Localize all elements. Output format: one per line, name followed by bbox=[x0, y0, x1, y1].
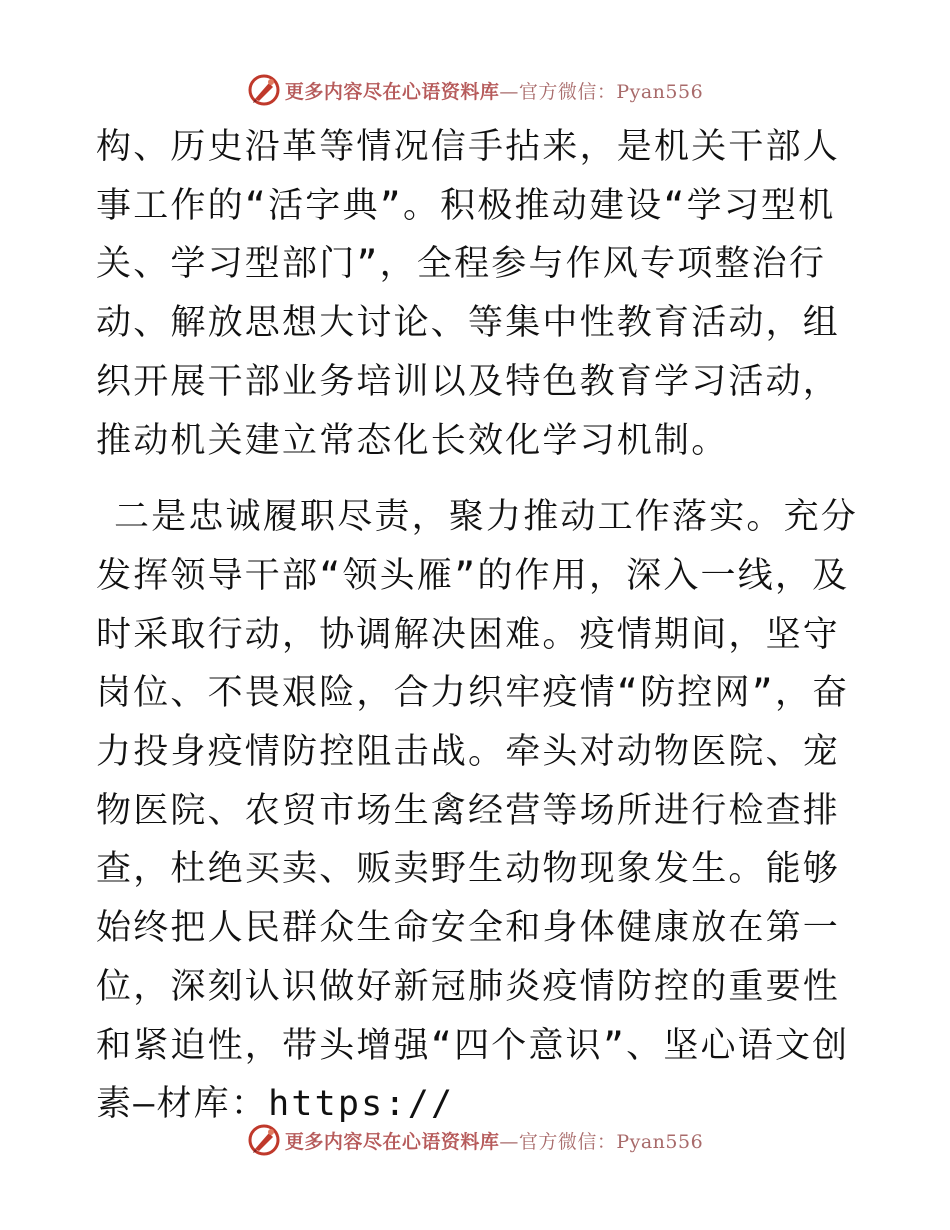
paragraph-1: 构、历史沿革等情况信手拈来，是机关干部人事工作的“活字典”。积极推动建设“学习型机关、学习型部门”，全程参与作风专项整治行动、解放思想大讨论、等集中性教育活动，组织开展干部业务培训以及特色教育学习活动，推动机关建立常态化长效化学习机制。 bbox=[96, 127, 841, 461]
footer-banner-text bbox=[285, 1127, 703, 1154]
header-banner-sub: —官方微信：Pyan556 bbox=[499, 80, 704, 103]
footer-banner-main: 更多内容尽在心语资料库 bbox=[284, 1130, 500, 1153]
header-banner-main: 更多内容尽在心语资料库 bbox=[284, 80, 500, 103]
pen-logo-icon bbox=[247, 1123, 281, 1157]
header-banner bbox=[0, 70, 950, 110]
pen-logo-icon bbox=[247, 73, 281, 107]
paragraph-2: 二是忠诚履职尽责，聚力推动工作落实。充分发挥领导干部“领头雁”的作用，深入一线，及时采取行动，协调解决困难。疫情期间，坚守岗位、不畏艰险，合力织牢疫情“防控网”，奋力投身疫情防控阻击战。牵头对动物医院、宠物医院、农贸市场生禽经营等场所进行检查排查，杜绝买卖、贩卖野生动物现象发生。能够始终把人民群众生命安全和身体健康放在第一位，深刻认识做好新冠肺炎疫情防控的重要性和紧迫性，带头增强“四个意识”、坚心语文创素—材库：https:// bbox=[96, 497, 859, 1125]
footer-banner-sub: —官方微信：Pyan556 bbox=[499, 1130, 704, 1153]
footer-banner bbox=[0, 1120, 950, 1160]
document-body bbox=[96, 118, 866, 1134]
header-banner-text bbox=[285, 77, 703, 104]
